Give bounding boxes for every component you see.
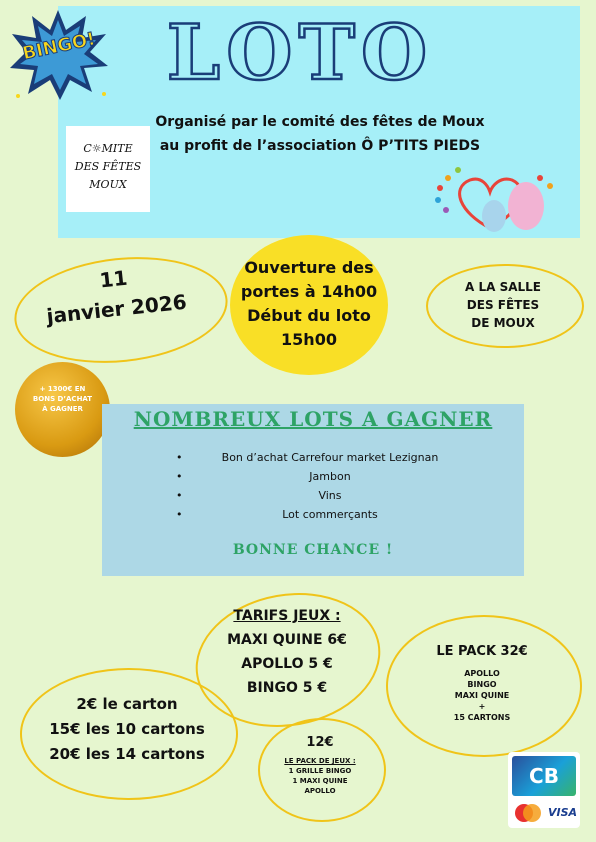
- pack-item: APOLLO: [464, 669, 500, 678]
- visa-icon: VISA: [548, 806, 578, 819]
- payment-logos: [508, 752, 580, 828]
- logo-line-1: C☼MITE: [83, 142, 133, 155]
- organizer-line-2: au profit de l’association Ô P’TITS PIEDS: [159, 138, 481, 154]
- carton-price-14: 20€ les 14 cartons: [49, 745, 205, 763]
- pack-item: MAXI QUINE: [454, 691, 510, 700]
- prize-line-2: BONS D’ACHAT: [32, 395, 93, 403]
- date-day: 11: [98, 265, 129, 293]
- prize-coin-text: [20, 384, 105, 414]
- pack-item: 15 CARTONS: [453, 713, 511, 722]
- bingo-badge-text: BINGO!: [20, 28, 98, 65]
- small-pack-item: APOLLO: [304, 787, 336, 795]
- list-item: • Vins: [180, 486, 480, 505]
- date-month-year: janvier 2026: [45, 289, 188, 329]
- pack-title: LE PACK 32€: [436, 644, 528, 659]
- tarif-apollo: APOLLO 5 €: [241, 656, 333, 672]
- venue-text: [426, 278, 580, 332]
- list-item: • Bon d’achat Carrefour market Lezignan: [180, 448, 480, 467]
- venue-line-1: A LA SALLE: [465, 280, 541, 294]
- venue-line-2: DES FÊTES: [466, 298, 540, 312]
- list-item: • Jambon: [180, 467, 480, 486]
- small-pack-item: 1 MAXI QUINE: [292, 777, 348, 785]
- prize-line-3: À GAGNER: [42, 405, 83, 413]
- prize-line-1: + 1300€ EN: [39, 385, 86, 393]
- page-title: LOTO: [166, 8, 434, 97]
- hours-line-3: Début du loto: [247, 306, 371, 325]
- carton-price-1: 2€ le carton: [76, 695, 178, 713]
- mastercard-icon: [512, 802, 544, 824]
- comite-logo: [66, 126, 150, 212]
- lots-list: [180, 448, 480, 524]
- list-item: • Lot commerçants: [180, 505, 480, 524]
- pack-list: [386, 668, 578, 723]
- tarif-bingo: BINGO 5 €: [246, 680, 328, 696]
- logo-line-3: MOUX: [89, 178, 127, 191]
- venue-line-3: DE MOUX: [471, 316, 535, 330]
- feet-heart-logo-icon: [430, 158, 562, 238]
- tarif-maxi-quine: MAXI QUINE 6€: [227, 632, 347, 648]
- logo-text: [66, 140, 150, 194]
- small-pack-item: 1 GRILLE BINGO: [288, 767, 352, 775]
- pack-item: BINGO: [467, 680, 497, 689]
- tarifs-title: TARIFS JEUX :: [233, 608, 341, 624]
- hours-line-1: Ouverture des: [244, 258, 374, 277]
- small-pack-list: [258, 756, 382, 796]
- lots-title: NOMBREUX LOTS A GAGNER: [133, 407, 493, 431]
- hours-text: [234, 256, 384, 352]
- good-luck-text: BONNE CHANCE !: [232, 542, 394, 558]
- logo-line-2: DES FÊTES: [74, 160, 142, 173]
- carton-price-10: 15€ les 10 cartons: [49, 720, 205, 738]
- organizer-line-1: Organisé par le comité des fêtes de Moux: [155, 114, 485, 130]
- small-pack-price: 12€: [306, 735, 334, 750]
- hours-line-2: portes à 14h00: [240, 282, 378, 301]
- hours-line-4: 15h00: [281, 330, 337, 349]
- carton-prices: [20, 692, 234, 767]
- cb-card-icon: CB: [512, 756, 576, 796]
- pack-item: +: [478, 702, 486, 711]
- small-pack-subtitle: LE PACK DE JEUX :: [284, 757, 356, 765]
- tarifs-text: [200, 604, 374, 700]
